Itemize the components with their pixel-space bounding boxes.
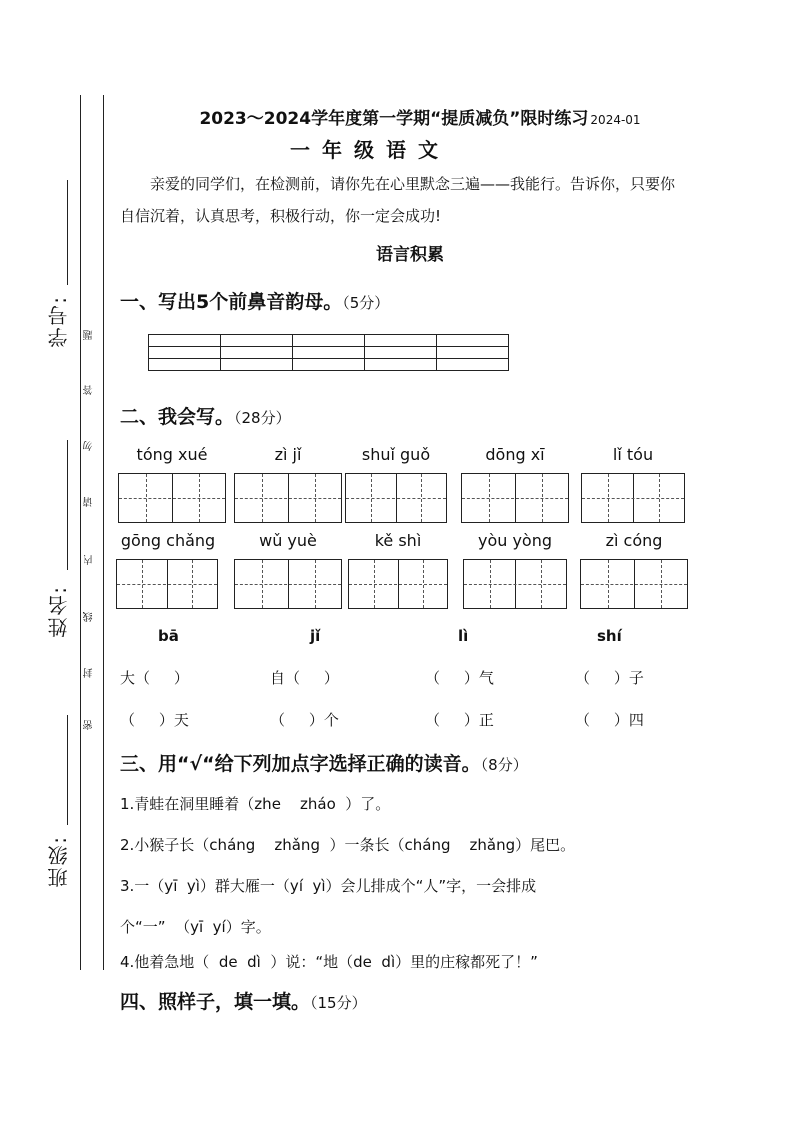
tianzige-box[interactable] <box>461 473 569 523</box>
pinyin-label: gōng chǎng <box>120 531 216 550</box>
q2-title: 二、我会写。 <box>120 406 235 428</box>
pinyin-label: tóng xué <box>136 445 208 464</box>
poly-pinyin: lì <box>458 627 469 645</box>
q3-heading <box>120 749 528 776</box>
fill-blank[interactable]: 自（ ） <box>270 669 339 687</box>
seal-char: 题 <box>84 330 95 340</box>
pinyin-label: kě shì <box>374 531 422 550</box>
q4-title: 四、照样子，填一填。 <box>120 991 311 1013</box>
seal-char: 密 <box>84 720 95 730</box>
fill-blank[interactable]: （ ）四 <box>575 711 644 729</box>
fill-blank[interactable]: （ ）正 <box>425 711 494 729</box>
fill-blank[interactable]: （ ）个 <box>270 711 339 729</box>
tianzige-box[interactable] <box>345 473 447 523</box>
exam-title <box>120 104 720 129</box>
exam-subtitle: 一年级语文 <box>290 138 450 162</box>
pinyin-label: wǔ yuè <box>259 531 317 550</box>
pinyin-label: shuǐ guǒ <box>361 445 431 464</box>
q1-points: （5分） <box>342 294 390 312</box>
seal-char: 勿 <box>84 441 95 451</box>
student-no-label: 学号: <box>47 295 71 348</box>
seal-char: 封 <box>84 668 95 678</box>
q3-line: 1.青蛙在洞里睡着（zhe zháo ）了。 <box>120 795 391 813</box>
pinyin-label: dōng xī <box>485 445 545 464</box>
fill-blank[interactable]: 大（ ） <box>120 669 189 687</box>
tianzige-box[interactable] <box>580 559 688 609</box>
q3-line: 2.小猴子长（cháng zhǎng ）一条长（cháng zhǎng）尾巴。 <box>120 836 576 854</box>
pinyin-label: lǐ tóu <box>612 445 654 464</box>
q3-line: 个“一” （yī yí）字。 <box>120 918 271 936</box>
fill-blank[interactable]: （ ）子 <box>575 669 644 687</box>
tianzige-box[interactable] <box>116 559 218 609</box>
q2-points: （28分） <box>234 409 291 427</box>
student-no-fill-line <box>67 180 68 285</box>
q2-heading <box>120 402 291 429</box>
q1-heading <box>120 287 389 314</box>
seal-char: 答 <box>84 385 95 395</box>
fill-blank[interactable]: （ ）天 <box>120 711 189 729</box>
poly-pinyin: shí <box>597 627 622 645</box>
q3-points: （8分） <box>480 756 528 774</box>
exam-title-text: 2023～2024学年度第一学期“提质减负”限时练习 <box>199 109 589 129</box>
tianzige-box[interactable] <box>581 473 685 523</box>
exam-date: 2024-01 <box>590 113 641 127</box>
intro-text: 亲爱的同学们，在检测前，请你先在心里默念三遍——我能行。告诉你，只要你自信沉着，认真思考，积极行动，你一定会成功! <box>120 175 676 225</box>
pinyin-label: zì cóng <box>605 531 663 550</box>
q4-heading <box>120 987 367 1014</box>
seal-char: 线 <box>84 612 95 622</box>
seal-char: 内 <box>84 555 95 565</box>
fill-blank[interactable]: （ ）气 <box>425 669 494 687</box>
q4-points: （15分） <box>310 994 367 1012</box>
pinyin-label: yòu yòng <box>477 531 553 550</box>
name-label: 姓名: <box>47 585 71 638</box>
q1-answer-grid[interactable] <box>148 334 509 371</box>
section-label: 语言积累 <box>376 245 444 265</box>
q3-line: 3.一（yī yì）群大雁一（yí yì）会儿排成个“人”字，一会排成 <box>120 877 537 895</box>
margin-line-left <box>80 95 81 970</box>
q1-title: 一、写出5个前鼻音韵母。 <box>120 291 343 313</box>
tianzige-box[interactable] <box>234 473 342 523</box>
q3-line: 4.他着急地（ de dì ）说：“地（de dì）里的庄稼都死了！” <box>120 953 538 971</box>
q3-title: 三、用“√“给下列加点字选择正确的读音。 <box>120 753 481 775</box>
class-fill-line <box>67 715 68 825</box>
poly-pinyin: jǐ <box>310 627 321 645</box>
tianzige-box[interactable] <box>118 473 226 523</box>
poly-pinyin: bā <box>158 627 179 645</box>
seal-char: 请 <box>84 497 95 507</box>
tianzige-box[interactable] <box>234 559 342 609</box>
class-label: 班级: <box>47 835 71 888</box>
pinyin-label: zì jǐ <box>274 445 302 464</box>
tianzige-box[interactable] <box>463 559 567 609</box>
name-fill-line <box>67 440 68 570</box>
tianzige-box[interactable] <box>348 559 448 609</box>
margin-line-right <box>103 95 104 970</box>
